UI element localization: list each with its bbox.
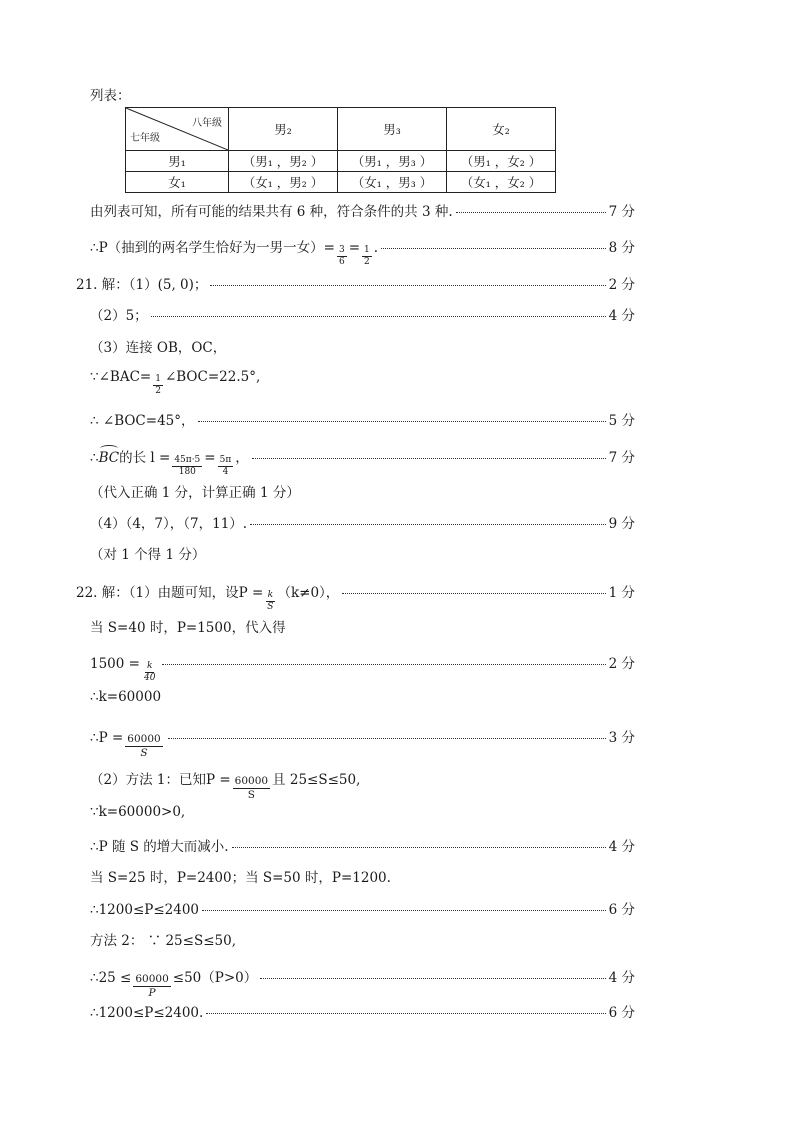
corner-top-label: 八年级 [192, 118, 222, 129]
dot-leader [260, 978, 605, 979]
table-cell: （男₁ ，女₂ ） [447, 151, 556, 172]
line-text: 1500 = [90, 656, 140, 672]
table-row [126, 172, 556, 193]
fraction-denominator: S [247, 788, 255, 801]
fraction [153, 375, 163, 396]
outcome-table [125, 107, 556, 193]
line-text: 当 S=25 时，P=2400；当 S=50 时，P=1200. [90, 870, 391, 886]
answer-line [90, 652, 635, 683]
fraction [362, 246, 372, 267]
dot-leader [151, 316, 606, 317]
dot-leader [198, 421, 606, 422]
fraction-denominator: 2 [155, 386, 161, 396]
dot-leader [252, 458, 606, 459]
answer-line [90, 409, 635, 429]
answer-line [90, 929, 635, 949]
answer-line [90, 866, 635, 886]
line-text: ∴ ∠BOC=45°， [90, 413, 195, 429]
answer-line [90, 512, 635, 532]
score-label: 9 分 [608, 516, 635, 532]
score-label: 3 分 [608, 730, 635, 746]
fraction-numerator: 5π [219, 455, 232, 465]
score-label: 4 分 [608, 970, 635, 986]
fraction [337, 246, 347, 267]
fraction-numerator: 60000 [127, 733, 161, 745]
line-text: （4）（4，7），（7，11）. [90, 516, 248, 532]
fraction-denominator: 180 [178, 467, 196, 477]
line-text: 由列表可知，所有可能的结果共有 6 种，符合条件的共 3 种. [90, 204, 453, 220]
table-cell: （女₁ ，男₂ ） [229, 172, 338, 193]
table-cell: （男₁ ，男₃ ） [338, 151, 447, 172]
fraction-denominator: 6 [338, 257, 345, 267]
dot-leader [232, 847, 606, 848]
line-text: （2）方法 1：已知P = [90, 772, 231, 788]
line-text: 当 S=40 时，P=1500，代入得 [90, 620, 286, 636]
line-text: ∠BOC=22.5°, [164, 369, 261, 385]
table-cell: （女₁ ，男₃ ） [338, 172, 447, 193]
question-22-header: 22. 解：（1）由题可知，设P = [76, 585, 264, 601]
score-label: 4 分 [608, 839, 635, 855]
line-text: （3）连接 OB，OC， [90, 340, 227, 356]
fraction-numerator: k [146, 661, 153, 671]
line-text: ∴1200≤P≤2400 [90, 902, 200, 918]
answer-line [90, 481, 635, 501]
answer-line [90, 446, 635, 477]
table-cell: （男₁ ，男₂ ） [229, 151, 338, 172]
dot-leader [168, 738, 606, 739]
line-text: ∴1200≤P≤2400. [90, 1005, 204, 1021]
therefore-symbol: ∴ [90, 450, 99, 466]
fraction-numerator: 60000 [135, 973, 169, 985]
fraction-denominator: 40 [143, 673, 156, 683]
line-text: 方法 2： ∵ 25≤S≤50, [90, 933, 236, 949]
line-text: ∴P（抽到的两名学生恰好为一男一女）= [90, 240, 335, 256]
score-label: 1 分 [608, 585, 635, 601]
table-header-cell: 女₂ [447, 108, 556, 151]
answer-line [90, 898, 635, 918]
dot-leader [210, 285, 605, 286]
line-text: ∴k=60000 [90, 689, 162, 705]
dot-leader [456, 212, 606, 213]
answer-line [90, 200, 635, 220]
answer-line [90, 369, 635, 396]
line-text: 的长 l = [119, 450, 171, 466]
line-text: ∵k=60000>0, [90, 804, 186, 820]
arc-bc: BC [98, 450, 120, 466]
answer-line [90, 543, 635, 563]
fraction-denominator: S [267, 602, 274, 612]
answer-line [90, 726, 635, 758]
line-text: ∴25 ≤ [90, 970, 132, 986]
table-header-cell: 男₃ [338, 108, 447, 151]
answer-line [76, 273, 635, 293]
fraction-numerator: 60000 [234, 775, 269, 787]
answer-line [90, 835, 635, 855]
answer-line [90, 336, 635, 356]
table-row-label: 女₁ [126, 172, 229, 193]
fraction-numerator: 1 [155, 374, 161, 384]
answer-line [90, 1001, 635, 1021]
table-corner-cell [126, 108, 229, 151]
table-row [126, 151, 556, 172]
answer-line [90, 768, 635, 800]
corner-bottom-label: 七年级 [130, 133, 160, 144]
dot-leader [202, 910, 606, 911]
grading-note: （代入正确 1 分，计算正确 1 分） [90, 485, 300, 501]
score-label: 6 分 [608, 1005, 635, 1021]
line-text: （k≠0）， [277, 585, 340, 601]
answer-line [90, 689, 635, 705]
dot-leader [206, 1013, 605, 1014]
score-label: 2 分 [608, 656, 635, 672]
score-label: 5 分 [608, 413, 635, 429]
line-text: ， [235, 450, 249, 466]
fraction [218, 456, 234, 477]
table-intro [90, 84, 635, 104]
dot-leader [250, 524, 606, 525]
score-label: 4 分 [608, 308, 635, 324]
fraction [133, 974, 170, 998]
equals-sign: = [348, 240, 361, 256]
answer-line [76, 581, 635, 612]
score-label: 7 分 [608, 204, 635, 220]
fraction [172, 456, 202, 477]
answer-line [90, 804, 635, 820]
dot-leader [162, 664, 605, 665]
fraction [233, 776, 270, 800]
line-text: ≤50（P>0） [172, 970, 258, 986]
line-text: （2）5； [90, 308, 148, 324]
fraction-numerator: 45π·5 [174, 455, 201, 465]
fraction-numerator: 3 [338, 245, 345, 255]
dot-leader [381, 248, 606, 249]
answer-line [90, 616, 635, 636]
score-label: 8 分 [608, 240, 635, 256]
table-intro-text: 列表： [90, 88, 131, 104]
table-cell: （女₁ ，女₂ ） [447, 172, 556, 193]
fraction-denominator: S [140, 746, 148, 759]
table-header-cell: 男₂ [229, 108, 338, 151]
line-text: ∵∠BAC= [90, 369, 152, 385]
answer-line [90, 304, 635, 324]
answer-line [90, 966, 635, 998]
question-21-header: 21. 解：（1）(5, 0)； [76, 277, 208, 293]
fraction [142, 662, 157, 683]
grading-note: （对 1 个得 1 分） [90, 547, 206, 563]
dot-leader [342, 593, 605, 594]
fraction-numerator: 1 [364, 245, 370, 255]
score-label: 7 分 [608, 450, 635, 466]
line-text: ∴P = [90, 730, 124, 746]
table-row-label: 男₁ [126, 151, 229, 172]
line-text: ∴P 随 S 的增大而减小. [90, 839, 229, 855]
fraction-denominator: 2 [364, 257, 370, 267]
fraction-numerator: k [267, 590, 274, 600]
fraction [125, 734, 162, 758]
fraction-denominator: 4 [222, 467, 229, 477]
answer-line [90, 236, 635, 267]
equals-sign: = [204, 450, 216, 466]
score-label: 2 分 [608, 277, 635, 293]
line-text: . [373, 240, 379, 256]
line-text: 且 25≤S≤50, [272, 772, 361, 788]
fraction-denominator: P [148, 986, 156, 999]
score-label: 6 分 [608, 902, 635, 918]
table-header-row [126, 108, 556, 151]
fraction [265, 591, 275, 612]
